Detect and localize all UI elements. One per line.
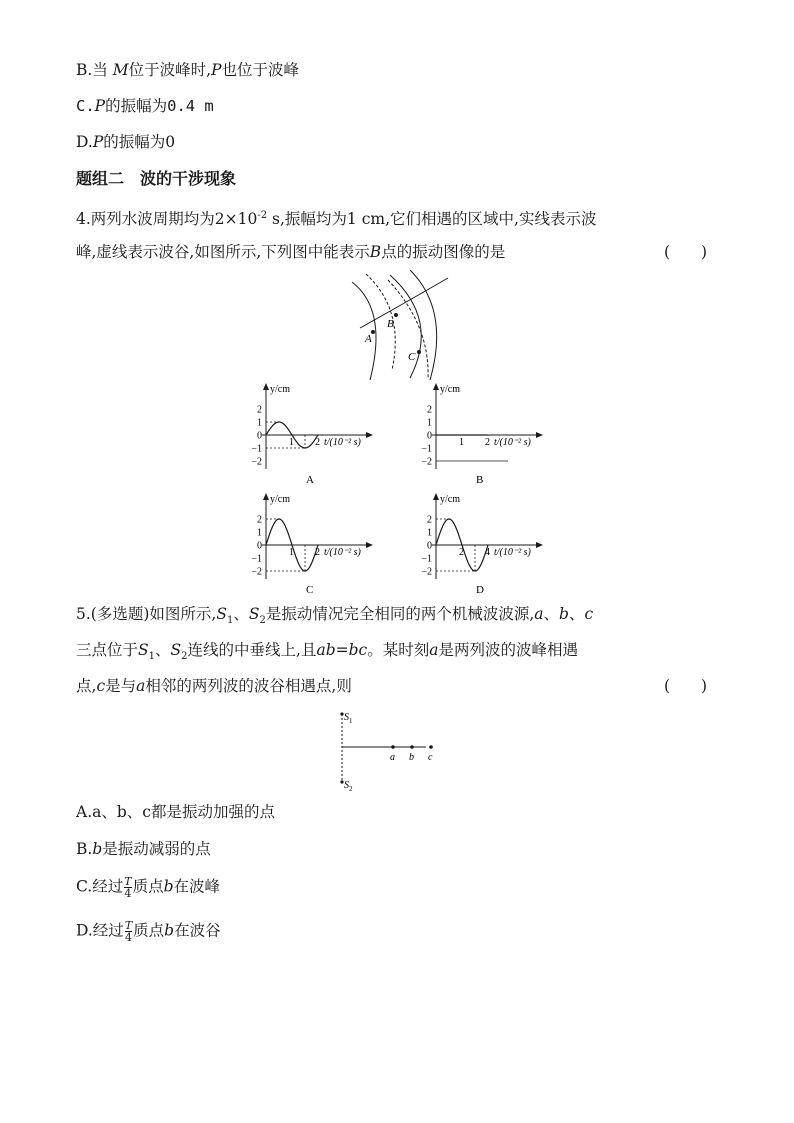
- q5-answer-paren: ( ): [664, 677, 708, 695]
- point-b: [394, 313, 398, 317]
- x-axis-arrow: [536, 542, 543, 548]
- y-tick-label: 2: [257, 404, 262, 416]
- q3-option-d: D.P的振幅为0: [76, 133, 176, 151]
- y-axis-label: y/cm: [440, 494, 460, 505]
- y-tick-label: −1: [251, 443, 262, 455]
- y-tick-label: −1: [251, 553, 262, 565]
- x-axis-label: t/(10⁻² s): [324, 547, 361, 558]
- point-c: [429, 745, 433, 749]
- x-tick-label: 2: [459, 547, 464, 558]
- graph-d: [402, 490, 562, 598]
- x-axis-arrow: [366, 432, 373, 438]
- fraction-t-over-4: $\frac{T}{4}$: [124, 919, 133, 944]
- q5-option-b: B.b是振动减弱的点: [76, 840, 211, 858]
- y-axis-label: y/cm: [270, 494, 290, 505]
- q5-option-d: D.经过 $\frac{T}{4}$ 质点b在波谷: [76, 919, 221, 944]
- graph-label: A: [306, 474, 314, 486]
- graph-label: C: [306, 584, 314, 596]
- graph-a: [232, 380, 392, 488]
- q4-answer-paren: ( ): [664, 243, 708, 261]
- x-axis-label: t/(10⁻² s): [494, 437, 531, 448]
- y-axis-arrow: [433, 383, 439, 390]
- section-title: 题组二 波的干涉现象: [76, 169, 237, 188]
- x-tick-label: 2: [485, 437, 490, 448]
- y-tick-label: −2: [251, 566, 262, 578]
- y-tick-label: 1: [257, 417, 262, 429]
- y-tick-label: 1: [427, 527, 432, 539]
- x-tick-label: 1: [459, 437, 464, 448]
- y-axis-arrow: [433, 493, 439, 500]
- y-tick-label: 2: [257, 514, 262, 526]
- interference-figure: [330, 270, 460, 380]
- graph-label: B: [476, 474, 484, 486]
- point-c-label: C: [408, 351, 416, 363]
- y-axis-arrow: [263, 493, 269, 500]
- graph-c: [232, 490, 392, 598]
- x-tick-label: 1: [289, 547, 294, 558]
- q5-line3: 点,c是与a相邻的两列波的波谷相遇点,则: [76, 677, 352, 695]
- y-tick-label: 0: [427, 430, 432, 442]
- q5-option-c: C.经过 $\frac{T}{4}$ 质点b在波峰: [76, 875, 221, 900]
- x-tick-label: 2: [315, 547, 320, 558]
- x-axis-label: t/(10⁻² s): [494, 547, 531, 558]
- point-a: [391, 745, 395, 749]
- crest-line-2: [390, 275, 421, 378]
- y-tick-label: −1: [421, 553, 432, 565]
- point-b: [410, 745, 414, 749]
- sources-figure: [330, 704, 440, 794]
- x-axis-label: t/(10⁻² s): [324, 437, 361, 448]
- crest-line-4: [360, 278, 448, 328]
- q5-line2: 三点位于$S_1$、$S_2$连线的中垂线上,且ab=bc。某时刻a是两列波的波峰相遇: [76, 641, 579, 663]
- q3-option-c: C.P的振幅为0.4 m: [76, 97, 214, 115]
- s2-label: $S_2$: [344, 780, 353, 793]
- s1-label: $S_1$: [344, 712, 353, 725]
- y-tick-label: −2: [421, 456, 432, 468]
- c-label: c: [428, 752, 433, 763]
- y-tick-label: 2: [427, 404, 432, 416]
- y-tick-label: 2: [427, 514, 432, 526]
- q3-option-b: B.当 M位于波峰时,P也位于波峰: [76, 61, 300, 79]
- q5-line1: 5.(多选题)如图所示$,S_1$、$S_2$是振动情况完全相同的两个机械波波源,a、b、c: [76, 605, 594, 627]
- q5-option-a: A.a、b、c都是振动加强的点: [76, 803, 275, 821]
- point-b-label: B: [387, 318, 394, 330]
- y-tick-label: 0: [257, 540, 262, 552]
- y-tick-label: 0: [257, 430, 262, 442]
- y-axis-label: y/cm: [440, 384, 460, 395]
- q4-line1: 4.两列水波周期均为$2\times 10^{-2}$ s,振幅均为1 cm,它们相遇的区域中,实线表示波: [76, 210, 597, 229]
- x-axis-arrow: [536, 432, 543, 438]
- y-axis-label: y/cm: [270, 384, 290, 395]
- x-axis-arrow: [366, 542, 373, 548]
- y-tick-label: −2: [421, 566, 432, 578]
- fraction-t-over-4: $\frac{T}{4}$: [124, 875, 132, 900]
- y-tick-label: −2: [251, 456, 262, 468]
- x-tick-label: 2: [315, 437, 320, 448]
- point-a-label: A: [365, 333, 372, 345]
- graph-label: D: [476, 584, 484, 596]
- q4-line2: 峰,虚线表示波谷,如图所示,下列图中能表示B点的振动图像的是: [76, 243, 506, 261]
- point-c: [417, 350, 421, 354]
- y-axis-arrow: [263, 383, 269, 390]
- y-tick-label: 0: [427, 540, 432, 552]
- y-tick-label: −1: [421, 443, 432, 455]
- b-label: b: [409, 752, 414, 763]
- y-tick-label: 1: [427, 417, 432, 429]
- graph-b: [402, 380, 562, 488]
- a-label: a: [390, 752, 395, 763]
- x-tick-label: 1: [289, 437, 294, 448]
- y-tick-label: 1: [257, 527, 262, 539]
- x-tick-label: 4: [485, 547, 490, 558]
